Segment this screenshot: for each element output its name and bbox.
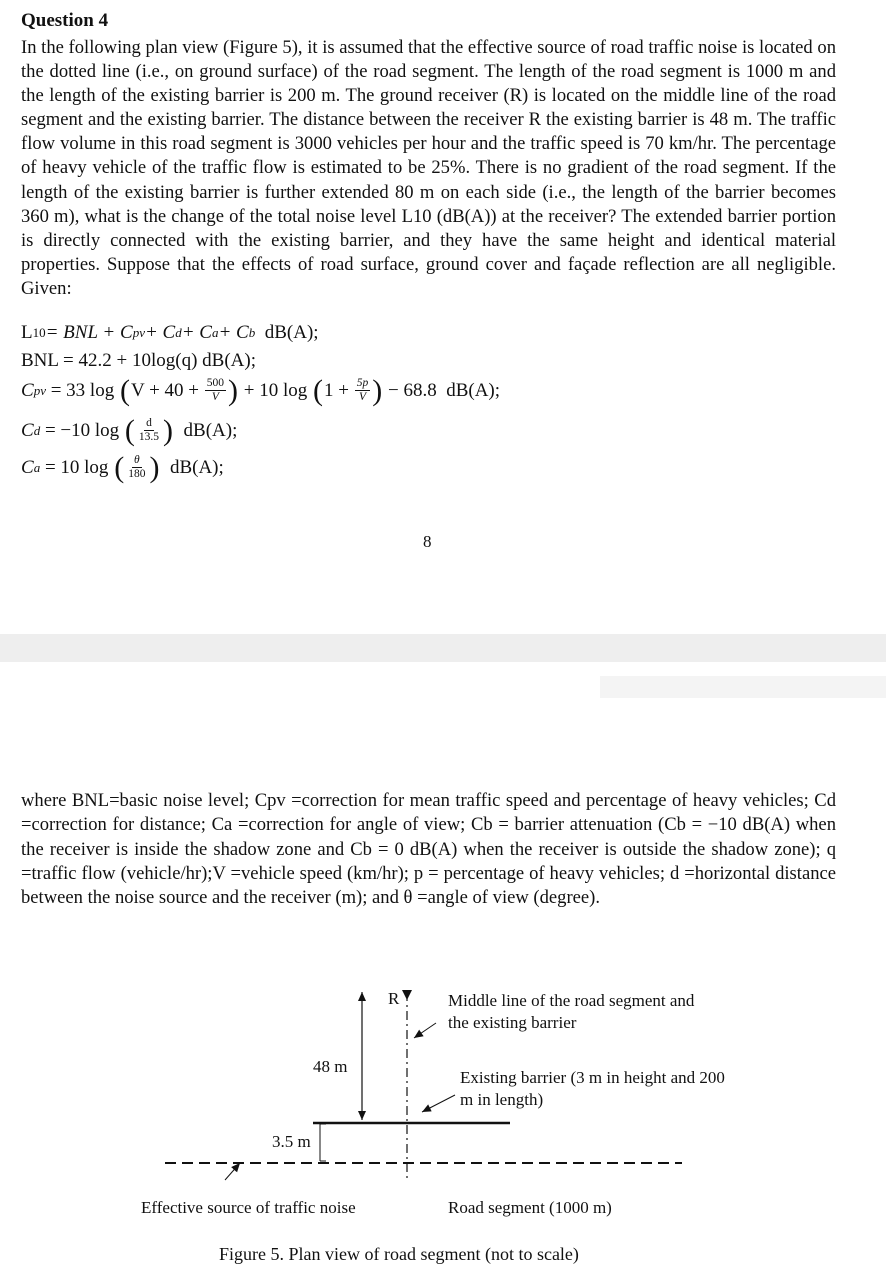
question-body: In the following plan view (Figure 5), it is assumed that the effective source of road traffic noise is located on the dotted line (i.e., on ground surface) of the road segment. The length of the road segment is 1000 m and the length of the existing barrier is 200 m. The ground receiver (R) is located on the middle line of the road segment and the existing barrier. The distance between the receiver R the existing barrier is 48 m. The traffic flow volume in this road segment is 3000 vehicles per hour and the traffic speed is 70 km/hr. The percentage of heavy vehicle of the traffic flow is estimated to be 25%. There is no gradient of the road segment. If the length of the existing barrier is further extended 80 m on each side (i.e., the length of the barrier becomes 360 m), what is the change of the total noise level L10 (dB(A)) at the receiver? The extended barrier portion is directly connected with the existing barrier, and they have the same height and identical material properties. Suppose that the effects of road surface, ground cover and façade reflection are all negligible. Given:: [21, 37, 836, 299]
fraction-d-over-13-5: $\frac{d}{13.5}$: [138, 417, 160, 443]
equation-l10: L 10 = BNL + C pv + C d + C a + C b dB(A);: [21, 322, 319, 343]
road-label: Road segment (1000 m): [448, 1198, 612, 1217]
page-number: 8: [423, 532, 432, 551]
offset-label: 3.5 m: [272, 1132, 311, 1151]
source-leader: [225, 1163, 240, 1180]
barrier-label: Existing barrier (3 m in height and 200 m in length): [460, 1068, 725, 1109]
equation-ca: C a = 10 log ( $\frac{\theta}{180}$ ) dB(A);: [21, 450, 224, 484]
receiver-label: R: [388, 989, 400, 1008]
figure-caption: Figure 5. Plan view of road segment (not to scale): [219, 1244, 579, 1264]
distance-label: 48 m: [313, 1057, 348, 1076]
variable-definitions: where BNL=basic noise level; Cpv =correction for mean traffic speed and percentage of heavy vehicles; Cd =correction for distance; Ca =correction for angle of view; Cb = barrier attenuation (Cb = −10 dB(A) when the receiver is inside the shadow zone and Cb = 0 dB(A) when the receiver is outside the shadow zone); q =traffic flow (vehicle/hr);V =vehicle speed (km/hr); p = percentage of heavy vehicles; d =horizontal distance between the noise source and the receiver (m); and θ =angle of view (degree).: [21, 790, 836, 909]
page-break-gap: [0, 634, 886, 662]
page-break-shade: [600, 676, 886, 698]
fraction-theta-over-180: $\frac{\theta}{180}$: [128, 454, 146, 480]
fraction-500-over-v: $\frac{500}{V}$: [206, 377, 225, 403]
barrier-leader: [422, 1095, 455, 1112]
middle-line-leader: [414, 1023, 436, 1038]
receiver-marker: [402, 990, 412, 1000]
middle-line-label: Middle line of the road segment and the existing barrier: [448, 991, 695, 1032]
equation-bnl: BNL = 42.2 + 10log(q) dB(A);: [21, 350, 256, 371]
figure-drawing: [0, 970, 886, 1264]
figure-5-plan-view: [0, 970, 886, 1264]
question-title: Question 4: [21, 10, 109, 31]
equation-cpv: C pv = 33 log ( V + 40 + $\frac{500}{V}$ ) + 10 log ( 1 + $\frac{5p}{V}$ ) − 68.8 dB(A);: [21, 373, 501, 407]
source-label: Effective source of traffic noise: [141, 1198, 356, 1217]
equation-cd: C d = −10 log ( $\frac{d}{13.5}$ ) dB(A);: [21, 413, 238, 447]
fraction-5p-over-v: $\frac{5p}{V}$: [356, 377, 369, 403]
